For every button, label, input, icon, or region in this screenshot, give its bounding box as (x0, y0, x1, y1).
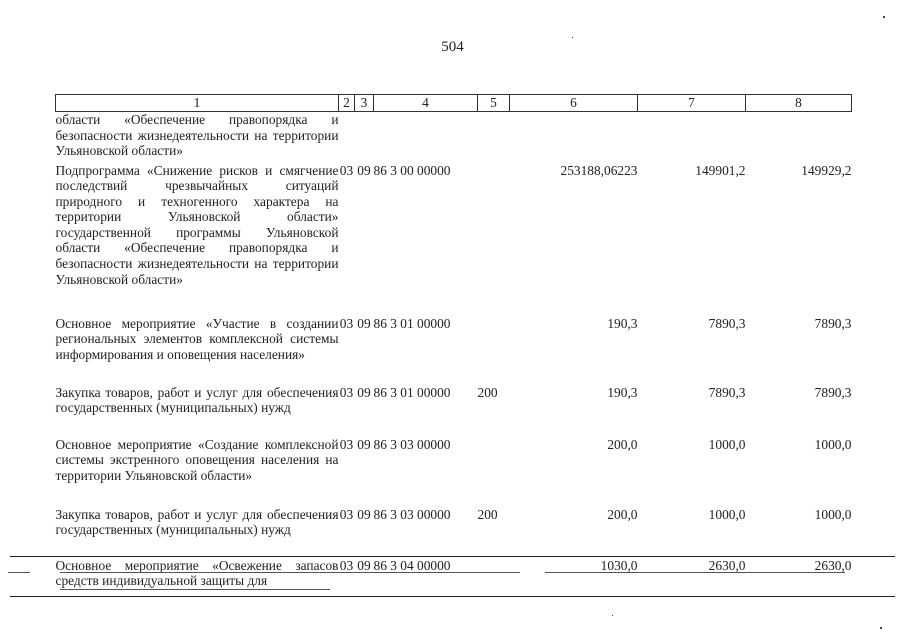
cell-section: 03 (339, 162, 354, 178)
row-name: Основное мероприятие «Освежение запасов средств индивидуальной защиты для (55, 557, 339, 589)
page-fold-line (10, 596, 895, 597)
cell-expense-type: 200 (477, 506, 498, 522)
cell-amount-3: 7890,3 (814, 315, 852, 331)
cell-amount-1: 190,3 (607, 384, 638, 400)
cell-amount-1: 200,0 (607, 506, 638, 522)
cell-amount-3: 2630,0 (814, 557, 852, 573)
row-name: области «Обеспечение правопорядка и безопасности жизнедеятельности на территории Ульяновской области» (55, 112, 339, 159)
cell-expense-type (478, 316, 510, 385)
cell-subsection: 09 (357, 384, 371, 400)
cell-section: 03 (339, 436, 354, 452)
cell-section: 03 (339, 506, 354, 522)
cell-amount-3 (746, 112, 852, 163)
cell-subsection: 09 (357, 162, 371, 178)
table-row (56, 437, 852, 507)
cell-amount-3: 1000,0 (814, 506, 852, 522)
cell-amount-2: 1000,0 (708, 436, 746, 452)
cell-amount-1: 1030,0 (600, 557, 638, 573)
cell-expense-type (478, 437, 510, 507)
table-row (56, 558, 852, 589)
row-name: Закупка товаров, работ и услуг для обеспечения государственных (муниципальных) нужд (55, 384, 339, 416)
table-row (56, 163, 852, 316)
table-row (56, 507, 852, 558)
cell-section: 03 (339, 557, 354, 573)
cell-target-code: 86 3 03 00000 (373, 506, 451, 522)
cell-subsection: 09 (357, 315, 371, 331)
cell-subsection: 09 (357, 557, 371, 573)
table-row (56, 385, 852, 437)
cell-target-code: 86 3 04 00000 (373, 557, 451, 573)
row-name: Закупка товаров, работ и услуг для обеспечения государственных (муниципальных) нужд (55, 506, 339, 538)
cell-target-code: 86 3 00 00000 (373, 162, 451, 178)
cell-amount-1: 253188,06223 (560, 162, 638, 178)
column-header: 1 (56, 95, 339, 112)
cell-target-code: 86 3 01 00000 (373, 384, 451, 400)
row-name: Основное мероприятие «Участие в создании региональных элементов комплексной системы информирования и оповещения населения» (55, 315, 339, 362)
cell-target-code: 86 3 01 00000 (373, 315, 451, 331)
cell-subsection: 09 (357, 436, 371, 452)
column-header: 5 (478, 95, 510, 112)
scan-speck (883, 16, 885, 18)
table-header-row (56, 95, 852, 112)
budget-table (55, 94, 852, 589)
cell-subsection: 09 (357, 506, 371, 522)
table-row (56, 112, 852, 163)
scan-speck (880, 627, 882, 629)
cell-amount-1: 200,0 (607, 436, 638, 452)
cell-subsection (355, 112, 374, 163)
cell-amount-3: 1000,0 (814, 436, 852, 452)
cell-amount-3: 149929,2 (801, 162, 852, 178)
cell-amount-3: 7890,3 (814, 384, 852, 400)
page-fold-line (10, 556, 895, 557)
column-header: 3 (355, 95, 374, 112)
cell-expense-type (478, 163, 510, 316)
cell-amount-2: 7890,3 (708, 315, 746, 331)
scan-speck (572, 37, 573, 38)
row-name: Подпрограмма «Снижение рисков и смягчение последствий чрезвычайных ситуаций природного и техногенного характера на территории Ульяновской области» государственной программы Ульяновской области «Обеспечение правопорядка и безопасности жизнедеятельности на территории Ульяновской области» (55, 162, 339, 287)
cell-section: 03 (339, 384, 354, 400)
scan-margin-dash (8, 572, 30, 573)
cell-amount-2: 2630,0 (708, 557, 746, 573)
column-header: 4 (374, 95, 478, 112)
column-header: 7 (638, 95, 746, 112)
row-name: Основное мероприятие «Создание комплексной системы экстренного оповещения населения на территории Ульяновской области» (55, 436, 339, 483)
column-header: 2 (339, 95, 355, 112)
cell-amount-1 (510, 112, 638, 163)
cell-amount-2: 1000,0 (708, 506, 746, 522)
cell-amount-2 (638, 112, 746, 163)
scan-strike-line (545, 572, 845, 573)
cell-target-code (374, 112, 478, 163)
cell-target-code: 86 3 03 00000 (373, 436, 451, 452)
cell-amount-1: 190,3 (607, 315, 638, 331)
page-number: 504 (441, 39, 464, 55)
cell-amount-2: 149901,2 (695, 162, 746, 178)
scan-strike-line (60, 572, 520, 573)
cell-section: 03 (339, 315, 354, 331)
cell-expense-type (478, 112, 510, 163)
cell-amount-2: 7890,3 (708, 384, 746, 400)
column-header: 8 (746, 95, 852, 112)
column-header: 6 (510, 95, 638, 112)
cell-expense-type: 200 (477, 384, 498, 400)
cell-expense-type (478, 558, 510, 589)
cell-section (339, 112, 355, 163)
table-row (56, 316, 852, 385)
scan-speck (612, 615, 613, 616)
scan-strike-line (60, 589, 330, 590)
